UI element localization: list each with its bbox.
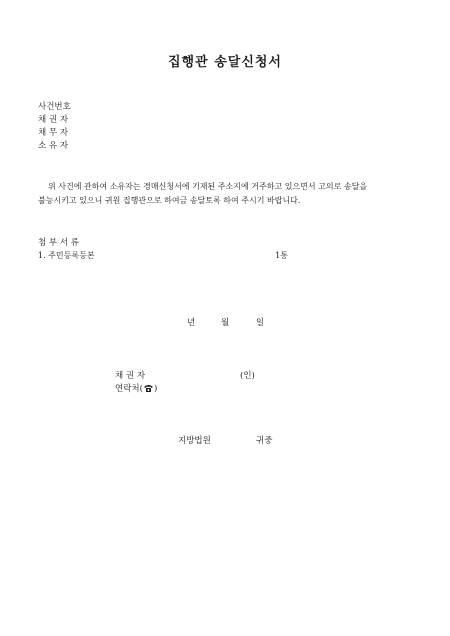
date-year: 년 <box>187 318 196 328</box>
date-day: 일 <box>256 318 265 328</box>
attachment-item <box>38 250 288 261</box>
field-creditor: 채 권 자 <box>38 115 69 125</box>
contact-close: ) <box>153 384 158 394</box>
document-title: 집행관 송달신청서 <box>168 55 282 70</box>
telephone-icon <box>143 383 154 396</box>
field-owner: 소 유 자 <box>38 141 69 151</box>
attachment-name: 1. 주민등록등본 <box>38 251 95 260</box>
attachments-heading: 첨 부 서 류 <box>38 238 79 248</box>
request-paragraph-line-2: 불능시키고 있으니 귀원 집행관으로 하여금 송달토록 하여 주시기 바랍니다. <box>38 196 301 205</box>
signature-contact <box>115 382 157 396</box>
contact-label: 연락처( <box>115 384 143 394</box>
court-name: 지방법원 <box>178 436 211 446</box>
attachment-count: 1통 <box>275 251 288 260</box>
signature-seal: (인) <box>240 371 255 381</box>
signature-creditor-label: 채 권 자 <box>115 371 146 381</box>
field-debtor: 채 무 자 <box>38 128 69 138</box>
request-paragraph-line-1: 위 사건에 관하여 소유자는 경매신청서에 기재된 주소지에 거주하고 있으면서 고의로 송달을 <box>48 182 368 191</box>
court-suffix: 귀중 <box>256 436 273 446</box>
field-case-number: 사건번호 <box>38 102 71 112</box>
date-month: 월 <box>221 318 230 328</box>
